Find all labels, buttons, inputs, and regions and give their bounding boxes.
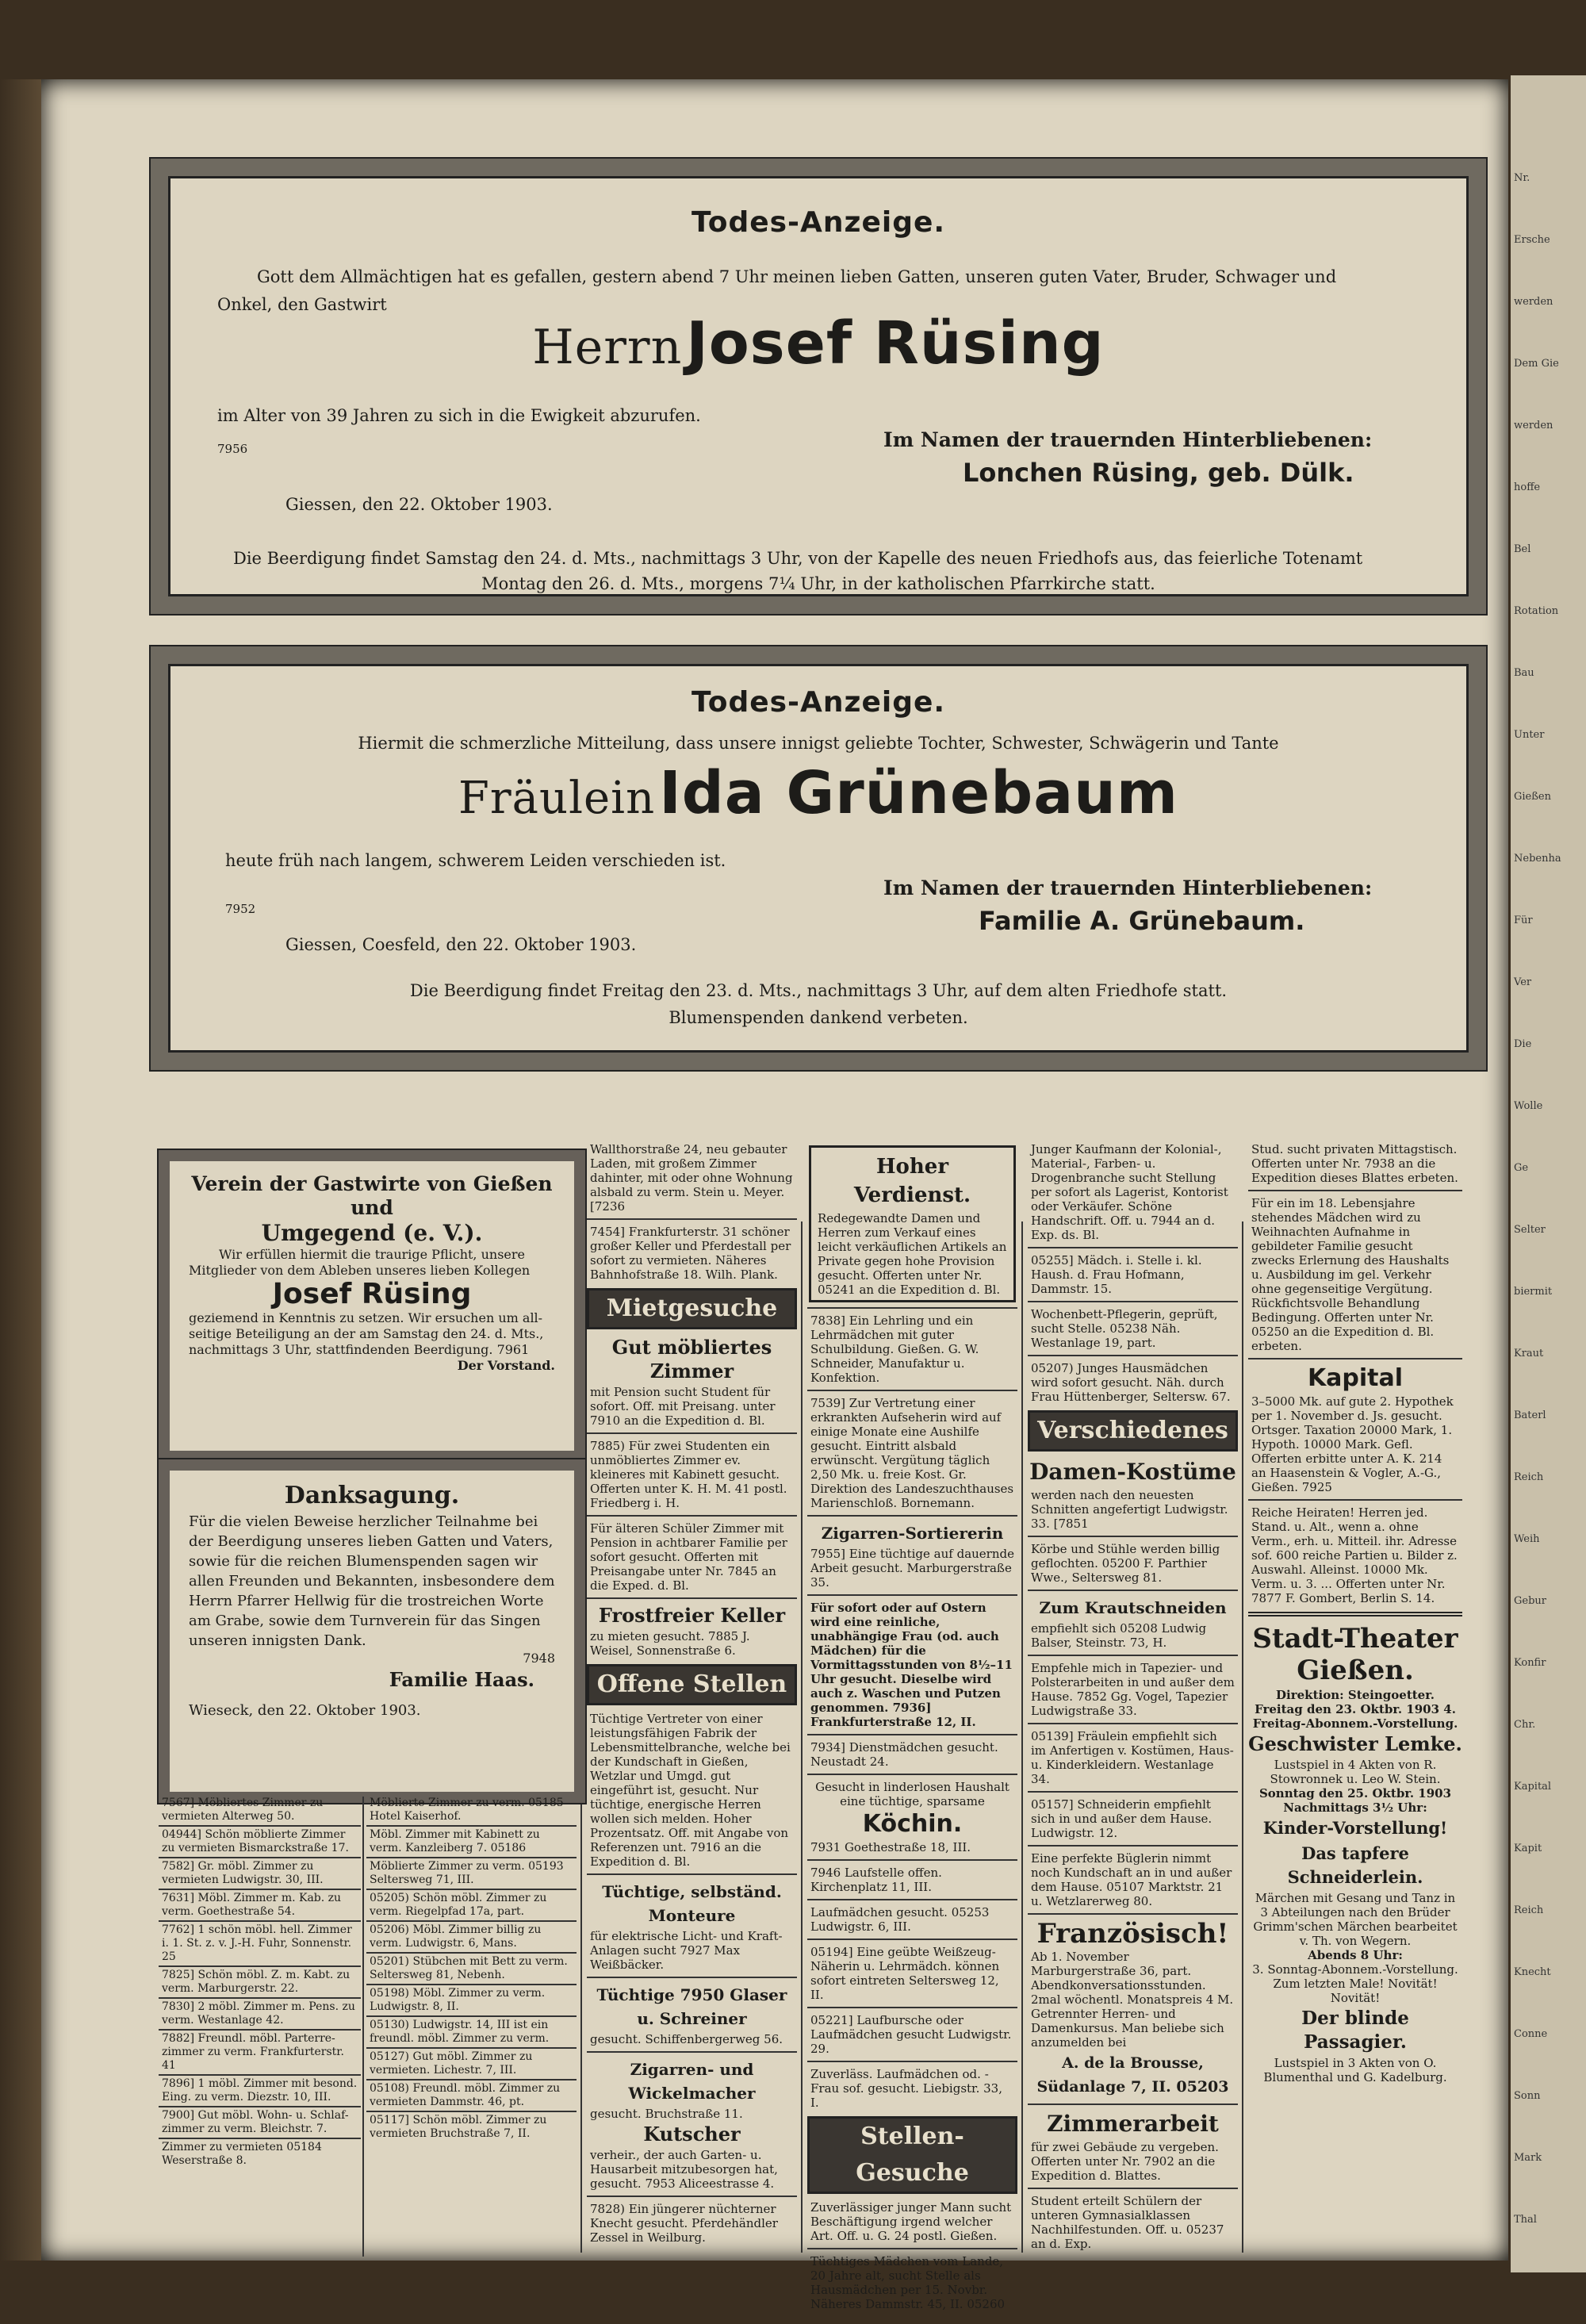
fragment-word: Für [1514, 915, 1533, 926]
divider [1028, 1723, 1238, 1724]
zimmer-list-left [159, 1797, 361, 2257]
hoher-verdienst-box [809, 1145, 1016, 1302]
ad-schueler: Für älteren Schüler Zimmer mit Pension in achtbarer Familie per sofort gesucht. Offerten mit Preisangabe unter Nr. 7845 an die Exped. d. Bl. [590, 1521, 787, 1593]
divider [807, 1390, 1017, 1391]
dank-line: allen Freunden und Bekannten, insbesondere dem [189, 1573, 555, 1590]
theater-play: Der blinde Passagier. [1301, 2008, 1409, 2053]
verein-text: geziemend in Kenntnis zu setzen. Wir ersuchen um all- [189, 1310, 543, 1325]
fragment-word: werden [1514, 420, 1553, 431]
danksagung-notice [159, 1459, 585, 1803]
notice-inner-frame [168, 176, 1469, 596]
divider [366, 1984, 577, 1985]
zimmer-list-mid [366, 1797, 577, 2257]
list-item: 05130) Ludwigstr. 14, III ist ein freundl. möbl. Zimmer zu verm. [370, 2019, 550, 2045]
notice-intro-line: Gott dem Allmächtigen hat es gefallen, gestern abend 7 Uhr meinen lieben Gatten, unseren guten Vater, Bruder, Schwager und [257, 267, 1337, 286]
notice-death-line: heute früh nach langem, schwerem Leiden verschieden ist. [225, 851, 726, 870]
column-rule [362, 1797, 364, 2257]
verein-text [186, 1342, 558, 1358]
place-date: Giessen, den 22. Oktober 1903. [285, 495, 553, 514]
divider [1028, 1913, 1238, 1915]
ad-heiraten: Reiche Heiraten! Herren jed. Stand. u. Alt., wenn a. ohne Verm., erh. u. Mitteil. ihr. Adresse sof. 600 reiche Partien u. Bilder z. Auswahl. Alleinst. 10000 Mk. Verm. u. 3. ... Offerten unter Nr. 7877 F. Gombert, Berlin S. 14. [1251, 1505, 1458, 1605]
fragment-word: Thal [1514, 2214, 1537, 2226]
notice-heading: Todes-Anzeige. [691, 686, 946, 719]
ad-text: mit Pension sucht Student für sofort. Off. mit Preisang. unter 7910 an die Expedition d. Bl. [590, 1385, 776, 1428]
ad-heading: Zigarren- und Wickelmacher [628, 2060, 756, 2103]
notice-heading: Todes-Anzeige. [691, 206, 946, 239]
ad-walltor: Wallthorstraße 24, neu gebauter Laden, mit großem Zimmer dahinter, mit oder ohne Wohnung alsbald zu verm. Stein u. Meyer. [7236 [590, 1142, 793, 1214]
verein-heading: Umgegend (e. V.). [261, 1220, 483, 1246]
list-item: 05127) Gut möbl. Zimmer zu vermieten. Lichestr. 7, III. [370, 2050, 533, 2077]
list-item: 05205) Schön möbl. Zimmer zu verm. Riegelpfad 17a, part. [370, 1892, 547, 1918]
notice-number: 7956 [217, 442, 248, 456]
divider [807, 2061, 1017, 2062]
divider [1248, 1499, 1462, 1501]
divider [159, 1965, 361, 1967]
divider [807, 1899, 1017, 1900]
list-item: 7882] Freundl. möbl. Parterre-zimmer zu verm. Frankfurterstr. 41 [162, 2032, 344, 2072]
section-banner-stellen-gesuche: Stellen-Gesuche [807, 2116, 1017, 2194]
adjacent-page-strip [1511, 75, 1586, 2272]
verein-text: Mitglieder von dem Ableben unseres lieben Kollegen [189, 1263, 531, 1278]
fragment-word: Reich [1514, 1904, 1544, 1916]
divider [366, 1889, 577, 1890]
ad-heading: Zum Krautschneiden [1039, 1598, 1227, 1617]
dank-sign: Familie Haas. [389, 1668, 534, 1691]
divider [587, 1597, 797, 1599]
fragment-word: Selter [1514, 1224, 1546, 1236]
death-notice-grunebaum [151, 646, 1486, 1070]
divider [159, 1997, 361, 1999]
verein-text: Wir erfüllen hiermit die traurige Pflicht, unsere [218, 1247, 526, 1262]
theater-play: Geschwister Lemke. [1248, 1732, 1462, 1755]
divider [807, 1774, 1017, 1775]
fragment-word: Nr. [1514, 172, 1530, 184]
ad-heading: Zimmerarbeit [1047, 2111, 1219, 2137]
notice-name [168, 759, 1469, 827]
column-rule [1021, 1221, 1023, 2253]
list-item: 7900] Gut möbl. Wohn- u. Schlaf-zimmer zu verm. Bleichstr. 7. [162, 2109, 349, 2135]
list-item: 7762] 1 schön möbl. hell. Zimmer i. 1. St. z. v. J.-H. Fuhr, Sonnenstr. 25 [162, 1923, 352, 1963]
divider [159, 1920, 361, 1922]
section-banner-offene-stellen: Offene Stellen [587, 1664, 797, 1705]
ad-heading: Gut möbliertes Zimmer [611, 1336, 772, 1383]
death-notice-rusing [151, 159, 1486, 614]
notice-age-line: im Alter von 39 Jahren zu sich in die Ewigkeit abzurufen. [217, 406, 701, 425]
verein-number: 7961 [496, 1342, 530, 1357]
theater-line: Direktion: Steingoetter. [1276, 1688, 1435, 1702]
fragment-word: Ge [1514, 1162, 1529, 1174]
ad-maedch-stelle: 05255] Mädch. i. Stelle i. kl. Haush. d. Frau Hofmann, Dammstr. 15. [1031, 1253, 1202, 1296]
fragment-word: Kapital [1514, 1781, 1552, 1793]
ad-heading: Tüchtige 7950 Glaser u. Schreiner [596, 1985, 787, 2028]
name-prefix: Fräulein [458, 773, 656, 824]
fragment-word: Rotation [1514, 605, 1559, 617]
dank-line: der Beerdigung unseres lieben Gatten und Vaters, [189, 1533, 554, 1550]
signer: Familie A. Grünebaum. [979, 906, 1305, 936]
dank-number: 7948 [523, 1651, 555, 1666]
divider [366, 2111, 577, 2112]
notice-number: 7952 [225, 902, 256, 916]
divider [159, 2029, 361, 2031]
funeral-line: Die Beerdigung findet Samstag den 24. d. Mts., nachmittags 3 Uhr, von der Kapelle des neuen Friedhofs aus, das feierliche Totenamt [233, 549, 1363, 568]
fragment-word: Dem Gie [1514, 358, 1559, 370]
verein-sign: Der Vorstand. [457, 1358, 555, 1373]
notice-intro-line: Onkel, den Gastwirt [217, 295, 387, 314]
divider [807, 1515, 1017, 1517]
dank-line: am Grabe, sowie dem Turnverein für das Singen [189, 1613, 541, 1629]
divider [366, 1825, 577, 1827]
divider [807, 2007, 1017, 2008]
divider [159, 1857, 361, 1858]
theater-play: Kinder-Vorstellung! [1262, 1818, 1448, 1838]
divider [1028, 2188, 1238, 2189]
divider [366, 2015, 577, 2017]
ad-maedchen: Für ein im 18. Lebensjahre stehendes Mädchen wird zu Weihnachten Aufnahme in gebildeter Familie gesucht zwecks Erlernung des Haushalts u. Ausbildung im gel. Verkehr ohne gegenseitige Vergütung. Rückfichtsvolle Behandlung Bedingung. Offerten unter Nr. 05250 an die Expedition d. Bl. erbeten. [1251, 1196, 1450, 1353]
theater-heading: Stadt-Theater Gießen. [1252, 1623, 1458, 1686]
dank-heading: Danksagung. [284, 1482, 460, 1509]
fragment-word: Gießen [1514, 791, 1551, 803]
ad-zuverlaessig: Zuverläss. Laufmädchen od. -Frau sof. gesucht. Liebigstr. 33, I. [810, 2067, 1002, 2110]
divider [587, 1515, 797, 1517]
section-banner-verschiedenes: Verschiedenes [1028, 1410, 1238, 1452]
fragment-word: Kraut [1514, 1348, 1544, 1360]
dank-line: Für die vielen Beweise herzlicher Teilnahme bei [189, 1513, 538, 1530]
ad-weisszeug: 05194] Eine geübte Weißzeug-Näherin u. Lehrmädch. können sofort eintreten Seltersweg 12, II. [810, 1945, 1000, 2002]
mourners-line: Im Namen der trauernden Hinterbliebenen: [883, 428, 1373, 451]
column-rule [801, 1221, 803, 2253]
divider [1028, 1536, 1238, 1537]
notice-name [168, 309, 1469, 378]
list-item: Möblierte Zimmer zu verm. 05185 Hotel Kaiserhof. [370, 1797, 564, 1823]
deceased-name: Josef Rüsing [686, 309, 1105, 378]
funeral-line: Die Beerdigung findet Freitag den 23. d. Mts., nachmittags 3 Uhr, auf dem alten Friedhofe statt. [409, 981, 1228, 1000]
theater-line: Märchen mit Gesang und Tanz in 3 Abteilungen nach den Brüder Grimm'schen Märchen bearbeitet v. Th. von Wegern. [1253, 1891, 1458, 1948]
divider [366, 2079, 577, 2080]
divider [807, 1307, 1017, 1309]
ad-maedchen-land: Tüchtiges Mädchen vom Lande, 20 Jahre alt, sucht Stelle als Hausmädchen per 15. Novbr. Näheres Dammstr. 45, II. 05260 [810, 2254, 1006, 2311]
divider [587, 2196, 797, 2197]
divider [366, 1952, 577, 1954]
list-item: 7582] Gr. möbl. Zimmer zu vermieten Ludwigstr. 30, III. [162, 1860, 324, 1886]
verein-notice [159, 1150, 585, 1462]
theater-line: Lustspiel in 4 Akten von R. Stowronnek u. Leo W. Stein. [1270, 1758, 1441, 1786]
list-item: 7896] 1 möbl. Zimmer mit besond. Eing. zu verm. Diezstr. 10, III. [162, 2077, 358, 2103]
fragment-word: Knecht [1514, 1966, 1551, 1978]
fragment-word: Die [1514, 1038, 1532, 1050]
ad-heading: Zigarren-Sortiererin [821, 1524, 1004, 1543]
list-item: 7631] Möbl. Zimmer m. Kab. zu verm. Goethestraße 54. [162, 1892, 342, 1918]
ad-hausmaedchen: 05207) Junges Hausmädchen wird sofort gesucht. Näh. durch Frau Hüttenberger, Seltersw. 67. [1031, 1361, 1231, 1404]
fragment-word: Gebur [1514, 1595, 1546, 1607]
list-item: 05198) Möbl. Zimmer zu verm. Ludwigstr. 8, II. [370, 1987, 546, 2013]
ad-text: verheir., der auch Garten- u. Hausarbeit mitzubesorgen hat, gesucht. 7953 Aliceestrasse 4. [590, 2148, 778, 2191]
divider [587, 1218, 797, 1220]
ad-text: gesucht. Schiffenbergerweg 56. [590, 2032, 783, 2046]
ad-heading: Kutscher [643, 2123, 741, 2146]
fragment-word: Unter [1514, 729, 1545, 741]
ad-text: empfiehlt sich 05208 Ludwig Balser, Steinstr. 73, H. [1031, 1621, 1207, 1650]
fragment-word: Reich [1514, 1471, 1544, 1483]
theater-line: Abends 8 Uhr: [1308, 1948, 1403, 1962]
ad-fraeulein: 05139] Fräulein empfiehlt sich im Anfertigen v. Kostümen, Haus- u. Kinderkleidern. Westanlage 34. [1031, 1729, 1234, 1786]
fragment-word: Nebenha [1514, 853, 1561, 865]
divider [1248, 1190, 1462, 1191]
deceased-name: Ida Grünebaum [659, 759, 1178, 827]
fragment-word: Conne [1514, 2028, 1548, 2040]
list-item: Möbl. Zimmer mit Kabinett zu verm. Kanzleiberg 7. 05186 [370, 1828, 540, 1854]
ad-knecht: 7828) Ein jüngerer nüchterner Knecht gesucht. Pferdehändler Zessel in Weilburg. [590, 2202, 778, 2245]
list-item: Zimmer zu vermieten 05184 Weserstraße 8. [162, 2141, 322, 2167]
fragment-word: Kapit [1514, 1843, 1542, 1854]
ad-frau: Für sofort oder auf Ostern wird eine reinliche, unabhängige Frau (od. auch Mädchen) für die Vormittagsstunden von 8½–11 Uhr gesucht. Dieselbe wird auch z. Waschen und Putzen genommen. 7936] Frankfurterstraße 12, II. [810, 1601, 1013, 1729]
divider [807, 1734, 1017, 1735]
divider [807, 1939, 1017, 1940]
list-item: 05117] Schön möbl. Zimmer zu vermieten Bruchstraße 7, II. [370, 2114, 547, 2140]
divider [807, 2248, 1017, 2249]
verein-name: Josef Rüsing [272, 1278, 472, 1310]
divider [159, 2138, 361, 2139]
binding-shadow [0, 79, 41, 2261]
ad-heading: Tüchtige, selbständ. Monteure [602, 1882, 782, 1925]
divider [366, 2047, 577, 2049]
ad-tapezier: Empfehle mich in Tapezier- und Polsterarbeiten in und außer dem Hause. 7852 Gg. Vogel, Tapezier Ludwigstraße 33. [1031, 1661, 1235, 1718]
ad-kaufmann: Junger Kaufmann der Kolonial-, Material-, Farben- u. Drogenbranche sucht Stellung per sofort als Lagerist, Kontorist oder Verkäufer. Schöne Handschrift. Off. u. 7944 an d. Exp. ds. Bl. [1031, 1142, 1228, 1242]
divider [1028, 1301, 1238, 1302]
divider [1028, 2103, 1238, 2105]
ad-vertretung: 7539] Zur Vertretung einer erkrankten Aufseherin wird auf einige Monate eine Aushilfe gesucht. Eintritt alsbald erwünscht. Vergütung täglich 2,50 Mk. u. freie Kost. Gr. Direktion des Landeszuchthauses Marienschloß. Bornemann. [810, 1396, 1014, 1510]
verein-text-part: nachmittags 3 Uhr, stattfindenden Beerdigung. [189, 1342, 493, 1357]
name-prefix: Herrn [532, 320, 683, 375]
divider [1028, 1355, 1238, 1356]
column-5 [1028, 1142, 1238, 2257]
column-rule [1242, 1221, 1243, 2253]
list-item: 7825] Schön möbl. Z. m. Kabt. zu verm. Marburgerstr. 22. [162, 1969, 351, 1995]
mourners-line: Im Namen der trauernden Hinterbliebenen: [883, 876, 1373, 899]
ad-laufstelle: 7946 Laufstelle offen. Kirchenplatz 11, III. [810, 1866, 942, 1894]
divider [1028, 1247, 1238, 1248]
ad-schneiderin: 05157] Schneiderin empfiehlt sich in und außer dem Hause. Ludwigstr. 12. [1031, 1797, 1212, 1840]
column-4 [807, 1142, 1017, 2311]
ad-text: 7955] Eine tüchtige auf dauernde Arbeit gesucht. Marburgerstraße 35. [810, 1547, 1014, 1590]
divider [1028, 1845, 1238, 1847]
fragment-word: Weih [1514, 1533, 1540, 1545]
ad-stud: Stud. sucht privaten Mittagstisch. Offerten unter Nr. 7938 an die Expedition dieses Blattes erbeten. [1251, 1142, 1458, 1185]
signer: Lonchen Rüsing, geb. Dülk. [963, 458, 1354, 488]
theater-line: Sonntag den 25. Oktbr. 1903 Nachmittags 3½ Uhr: [1258, 1786, 1452, 1815]
theater-line: 3. Sonntag-Abonnem.-Vorstellung. Zum letzten Male! Novität! Novität! [1252, 1962, 1458, 2005]
ad-heading: Französisch! [1036, 1918, 1229, 1950]
divider [159, 2074, 361, 2076]
ad-heading: A. de la Brousse, Südanlage 7, II. 05203 [1036, 2054, 1229, 2096]
newspaper-page [41, 79, 1508, 2311]
fragment-word: Konfir [1514, 1657, 1546, 1669]
list-item: 05108) Freundl. möbl. Zimmer zu vermieten Dammstr. 46, pt. [370, 2082, 561, 2108]
ad-heading: Frostfreier Keller [598, 1604, 786, 1627]
fragment-word: biermit [1514, 1286, 1553, 1298]
divider [587, 2051, 797, 2053]
notice-intro-line: Hiermit die schmerzliche Mitteilung, dass unsere innigst geliebte Tochter, Schwester, Schwägerin und Tante [358, 734, 1279, 753]
ad-heading: Kapital [1307, 1364, 1404, 1392]
list-item: Möblierte Zimmer zu verm. 05193 Seltersweg 71, III. [370, 1860, 564, 1886]
ad-buegelerin: Eine perfekte Büglerin nimmt noch Kundschaft an in und außer dem Hause. 05107 Marktstr. 21 u. Wetzlarerweg 80. [1031, 1851, 1232, 1908]
ad-text: für zwei Gebäude zu vergeben. Offerten unter Nr. 7902 an die Expedition d. Blattes. [1031, 2140, 1219, 2183]
ad-laufmaedchen: Laufmädchen gesucht. 05253 Ludwigstr. 6, III. [810, 1905, 990, 1934]
ad-text: Redegewandte Damen und Herren zum Verkauf eines leicht verkäuflichen Artikels an Private gegen hohe Provision gesucht. Offerten unter Nr. 05241 an die Expedition d. Bl. [818, 1211, 1007, 1297]
fragment-word: Ersche [1514, 234, 1550, 246]
fragment-word: Bel [1514, 543, 1531, 555]
column-3 [587, 1142, 797, 2257]
divider [366, 1920, 577, 1922]
ad-text: zu mieten gesucht. 7885 J. Weisel, Sonnenstraße 6. [590, 1629, 750, 1658]
fragment-word: Ver [1514, 976, 1532, 988]
ad-student: Student erteilt Schülern der unteren Gymnasialklassen Nachhilfestunden. Off. u. 05237 an d. Exp. [1031, 2194, 1224, 2251]
ad-laufbursche: 05221] Laufbursche oder Laufmädchen gesucht Ludwigstr. 29. [810, 2013, 1012, 2056]
fragment-word: Mark [1514, 2152, 1542, 2164]
dank-line: sowie für die reichen Blumenspenden sagen wir [189, 1553, 538, 1570]
fragment-word: Baterl [1514, 1409, 1546, 1421]
ad-heading: Hoher Verdienst. [853, 1155, 971, 1207]
fragment-word: werden [1514, 296, 1553, 308]
ad-text: 3–5000 Mk. auf gute 2. Hypothek per 1. November d. Js. gesucht. Ortsger. Taxation 20000 Mark, 1. Hypoth. 10000 Mark. Gefl. Offerten erbitte unter A. K. 214 an Haasenstein & Vogler, A.-G., Gießen. 7925 [1251, 1394, 1454, 1494]
divider [587, 1873, 797, 1875]
ad-koerbe: Körbe und Stühle werden billig geflochten. 05200 F. Parthier Wwe., Seltersweg 81. [1031, 1542, 1220, 1585]
ad-vertreter: Tüchtige Vertreter von einer leistungsfähigen Fabrik der Lebensmittelbranche, welche bei der Kundschaft in Gießen, Wetzlar und Umgd. gut eingeführt ist, gesucht. Nur tüchtige, energische Herren wollen sich melden. Hoher Prozentsatz. Off. mit Angabe von Referenzen unt. 7916 an die Expedition d. Bl. [590, 1712, 791, 1869]
fragment-word: Sonn [1514, 2090, 1541, 2102]
ad-dienstmaedchen: 7934] Dienstmädchen gesucht. Neustadt 24. [810, 1740, 998, 1769]
ad-frankfurter: 7454] Frankfurterstr. 31 schöner großer Keller und Pferdestall per sofort zu vermieten. Näheres Bahnhofstraße 18. Wilh. Plank. [590, 1225, 791, 1282]
place-date: Giessen, Coesfeld, den 22. Oktober 1903. [285, 935, 637, 954]
ad-studenten: 7885) Für zwei Studenten ein unmöbliertes Zimmer ev. kleineres mit Kabinett gesucht. Offerten unter K. H. M. 41 postl. Friedberg i. H. [590, 1439, 787, 1510]
divider [366, 1857, 577, 1858]
ad-woechnerin: Wochenbett-Pflegerin, geprüft, sucht Stelle. 05238 Näh. Westanlage 19, part. [1031, 1307, 1218, 1350]
divider [159, 1889, 361, 1890]
divider [587, 1432, 797, 1434]
list-item: 04944] Schön möblierte Zimmer zu vermieten Bismarckstraße 17. [162, 1828, 349, 1854]
divider [1028, 1655, 1238, 1656]
list-item: 05201) Stübchen mit Bett zu verm. Seltersweg 81, Nebenh. [370, 1955, 568, 1981]
ad-text: Gesucht in linderlosen Haushalt eine tüchtige, sparsame [815, 1780, 1009, 1808]
divider [1248, 1358, 1462, 1360]
fragment-word: Wolle [1514, 1100, 1543, 1112]
section-banner-mietgesuche: Mietgesuche [587, 1288, 797, 1329]
ad-text: 7931 Goethestraße 18, III. [810, 1840, 971, 1854]
fragment-word: hoffe [1514, 481, 1541, 493]
divider [807, 1594, 1017, 1596]
ad-text: gesucht. Bruchstraße 11. [590, 2107, 743, 2121]
theater-line: Freitag den 23. Oktbr. 1903 4. Freitag-Abonnem.-Vorstellung. [1252, 1702, 1458, 1731]
verein-heading: Verein der Gastwirte von Gießen und [191, 1172, 553, 1219]
ad-heading: Köchin. [862, 1810, 963, 1838]
theater-play: Das tapfere Schneiderlein. [1287, 1843, 1423, 1887]
list-item: 05206) Möbl. Zimmer billig zu verm. Ludwigstr. 6, Mans. [370, 1923, 542, 1950]
fragment-word: Bau [1514, 667, 1534, 679]
funeral-line: Montag den 26. d. Mts., morgens 7¼ Uhr, in der katholischen Pfarrkirche statt. [481, 574, 1155, 593]
ad-lehrling: 7838] Ein Lehrling und ein Lehrmädchen mit guter Schulbildung. Gießen. G. W. Schneider, Manufaktur u. Konfektion. [810, 1313, 979, 1385]
ad-junger-mann: Zuverlässiger junger Mann sucht Beschäftigung irgend welcher Art. Off. u. G. 24 postl. Gießen. [810, 2200, 1012, 2243]
divider [807, 1859, 1017, 1861]
ad-text: werden nach den neuesten Schnitten angefertigt Ludwigstr. 33. [7851 [1031, 1488, 1228, 1531]
divider [159, 1825, 361, 1827]
theater-line: Lustspiel in 3 Akten von O. Blumenthal und G. Kadelburg. [1263, 2056, 1447, 2084]
ad-text: Ab 1. November Marburgerstraße 36, part. Abendkonversationsstunden. 2mal wöchentl. Monatspreis 4 M. Getrennter Herren- und Damenkursus. Man beliebe sich anzumelden bei [1031, 1950, 1234, 2050]
dank-place: Wieseck, den 22. Oktober 1903. [189, 1702, 421, 1719]
divider [159, 2106, 361, 2107]
theater-ornament-rule [1248, 1612, 1462, 1616]
column-6 [1248, 1142, 1462, 2257]
ad-text: für elektrische Licht- und Kraft-Anlagen sucht 7927 Max Weißbäcker. [590, 1929, 783, 1972]
flowers-line: Blumenspenden dankend verbeten. [668, 1008, 968, 1027]
divider [1028, 1590, 1238, 1591]
list-item: 7830] 2 möbl. Zimmer m. Pens. zu verm. Westanlage 42. [162, 2000, 355, 2027]
dank-line: unseren innigsten Dank. [189, 1632, 366, 1649]
verein-text: seitige Beteiligung an der am Samstag den 24. d. Mts., [189, 1326, 544, 1341]
divider [587, 1977, 797, 1978]
dank-line: Herrn Pfarrer Hellwig für die trostreichen Worte [189, 1593, 544, 1609]
divider [1028, 1791, 1238, 1793]
ad-heading: Damen-Kostüme [1029, 1459, 1236, 1485]
fragment-word: Chr. [1514, 1719, 1536, 1731]
list-item: 7567] Möbliertes Zimmer zu vermieten Alterweg 50. [162, 1797, 324, 1823]
